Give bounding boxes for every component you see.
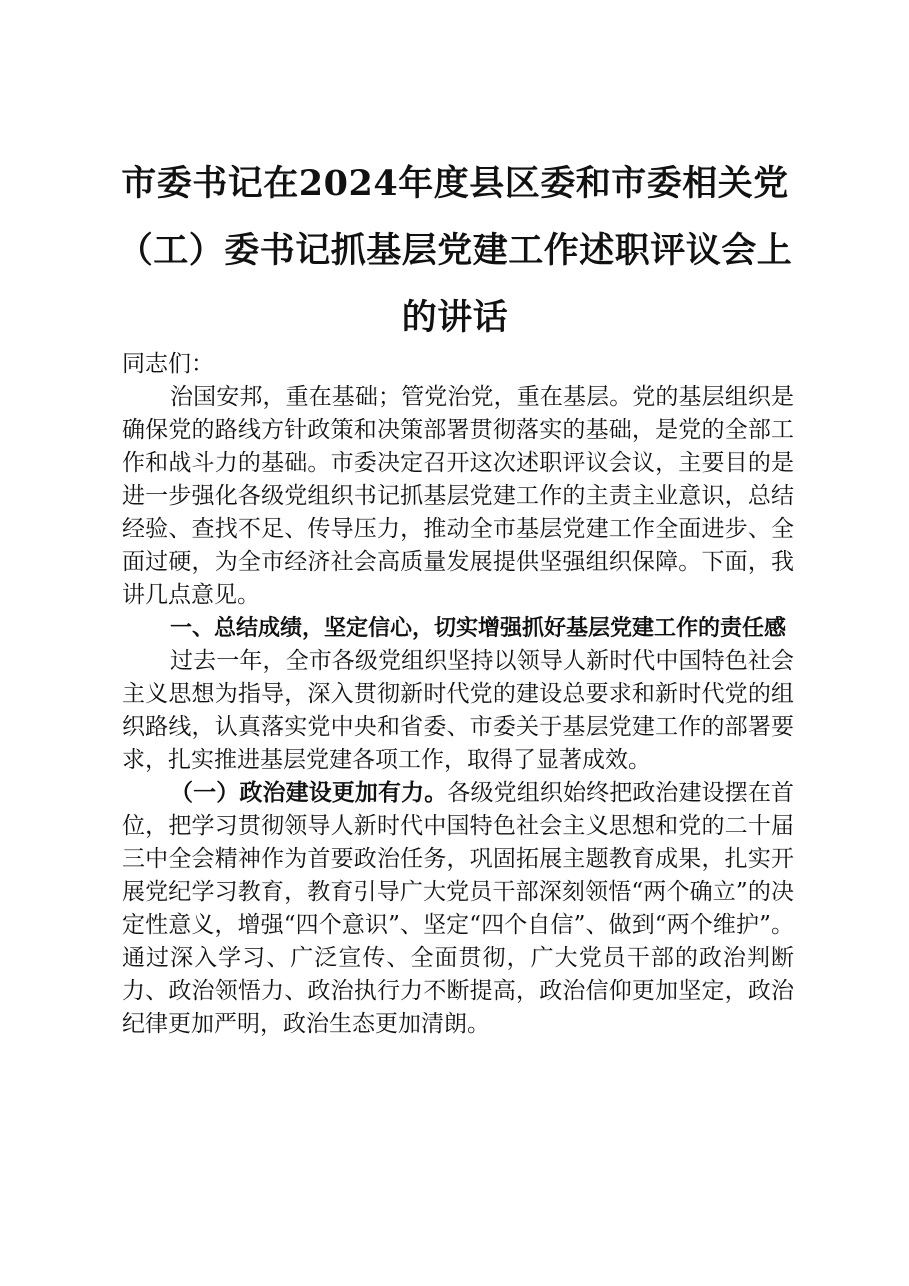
opening-paragraph: 治国安邦，重在基础；管党治党，重在基层。党的基层组织是确保党的路线方针政策和决策部署贯彻落实的基础，是党的全部工作和战斗力的基础。市委决定召开这次述职评议会议，主要目的是进一步强化各级党组织书记抓基层党建工作的主责主业意识，总结经验、查找不足、传导压力，推动全市基层党建工作全面进步、全面过硬，为全市经济社会高质量发展提供坚强组织保障。下面，我讲几点意见。 — [122, 384, 794, 608]
section-heading-1: 一、总结成绩，坚定信心，切实增强抓好基层党建工作的责任感 — [170, 616, 787, 641]
subsection-1-paragraph — [122, 777, 794, 1041]
document-body — [122, 348, 794, 1041]
salutation: 同志们： — [122, 351, 214, 377]
subsection-1-lead: （一）政治建设更加有力。 — [170, 780, 448, 806]
section-1-intro-paragraph: 过去一年，全市各级党组织坚持以领导人新时代中国特色社会主义思想为指导，深入贯彻新时代党的建设总要求和新时代党的组织路线，认真落实党中央和省委、市委关于基层党建工作的部署要求，扎实推进基层党建各项工作，取得了显著成效。 — [122, 648, 794, 773]
subsection-1-text: 各级党组织始终把政治建设摆在首位，把学习贯彻领导人新时代中国特色社会主义思想和党的二十届三中全会精神作为首要政治任务，巩固拓展主题教育成果，扎实开展党纪学习教育，教育引导广大党员干部深刻领悟“两个确立”的决定性意义，增强“四个意识”、坚定“四个自信”、做到“两个维护”。通过深入学习、广泛宣传、全面贯彻，广大党员干部的政治判断力、政治领悟力、政治执行力不断提高，政治信仰更加坚定，政治纪律更加严明，政治生态更加清朗。 — [122, 780, 795, 1037]
document-title: 市委书记在2024年度县区委和市委相关党（工）委书记抓基层党建工作述职评议会上的讲话 — [117, 163, 793, 338]
